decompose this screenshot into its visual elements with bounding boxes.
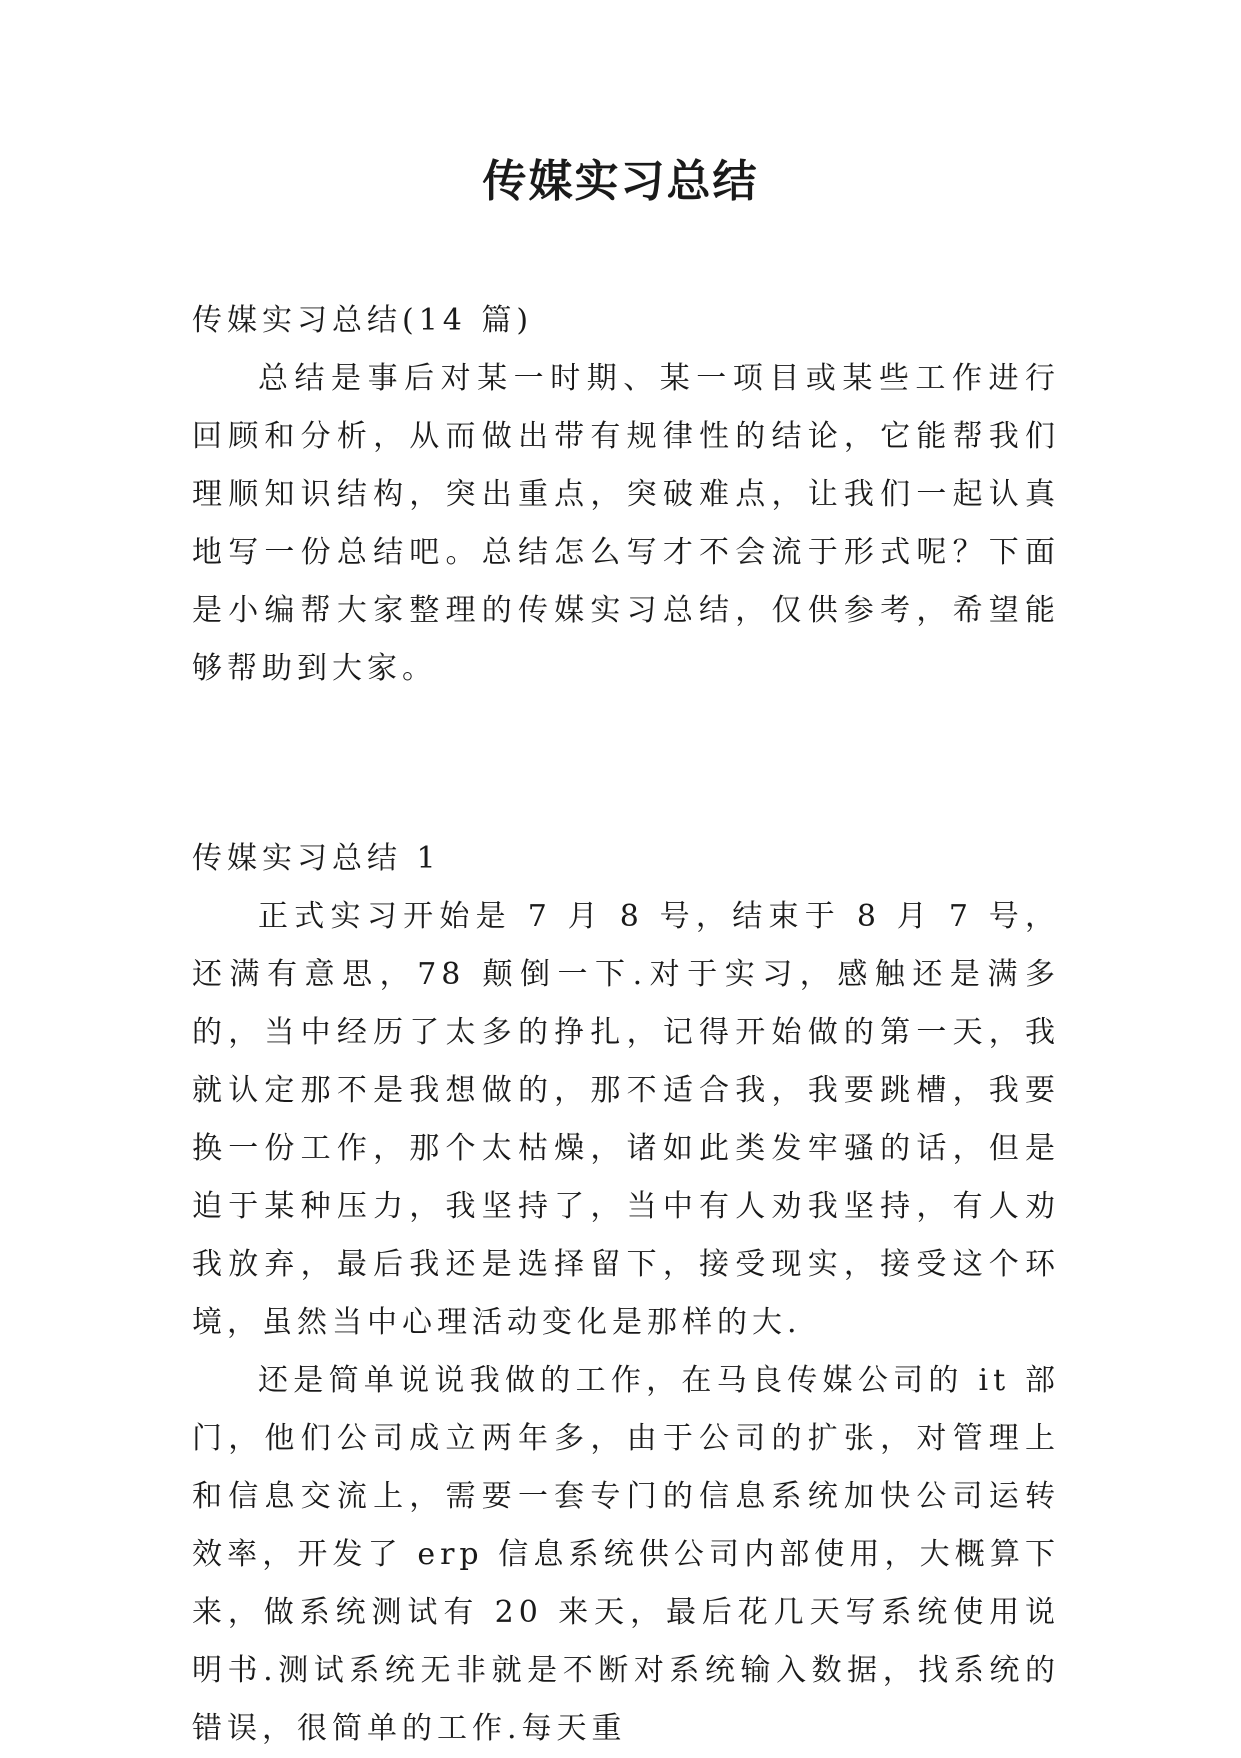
document-body: [192, 292, 1060, 1758]
body-paragraph: 还是简单说说我做的工作，在马良传媒公司的 it 部门，他们公司成立两年多，由于公司的扩张，对管理上和信息交流上，需要一套专门的信息系统加快公司运转效率，开发了 erp 信息系统供公司内部使用，大概算下来，做系统测试有 20 来天，最后花几天写系统使用说明书.测试系统无非就是不断对系统输入数据，找系统的错误，很简单的工作.每天重: [192, 1363, 1060, 1746]
body-paragraph: 正式实习开始是 7 月 8 号，结束于 8 月 7 号，还满有意思，78 颠倒一下.对于实习，感触还是满多的，当中经历了太多的挣扎，记得开始做的第一天，我就认定那不是我想做的，那不适合我，我要跳槽，我要换一份工作，那个太枯燥，诸如此类发牢骚的话，但是迫于某种压力，我坚持了，当中有人劝我坚持，有人劝我放弃，最后我还是选择留下，接受现实，接受这个环境，虽然当中心理活动变化是那样的大.: [192, 899, 1060, 1340]
document-title: 传媒实习总结: [482, 156, 759, 207]
section-spacer: [192, 698, 1060, 830]
intro-paragraph: 总结是事后对某一时期、某一项目或某些工作进行回顾和分析，从而做出带有规律性的结论，它能帮我们理顺知识结构，突出重点，突破难点，让我们一起认真地写一份总结吧。总结怎么写才不会流于形式呢？下面是小编帮大家整理的传媒实习总结，仅供参考，希望能够帮助到大家。: [192, 361, 1060, 686]
document-subtitle: 传媒实习总结(14 篇): [192, 303, 534, 338]
section-heading: 传媒实习总结 1: [192, 841, 441, 876]
